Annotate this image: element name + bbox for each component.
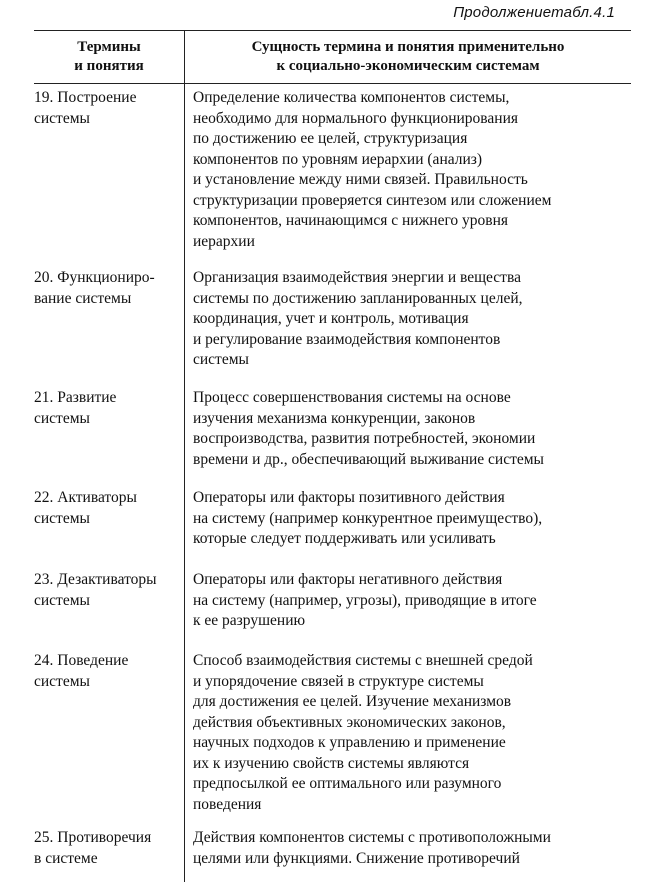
term-line: 20. Функционирo- [34, 269, 155, 286]
definition-line: системы по достижению запланированных целей, [193, 289, 523, 307]
definition-line: Операторы или факторы позитивного действия [193, 489, 505, 506]
term-line: системы [34, 672, 90, 690]
definition-cell [193, 388, 633, 470]
definition-line: Определение количества компонентов системы, [193, 89, 510, 106]
definition-line: и упорядочение связей в структуре системы [193, 672, 484, 690]
definition-cell [193, 828, 633, 869]
term-line: вание системы [34, 289, 132, 307]
definition-line: которые следует поддерживать или усиливать [193, 530, 496, 547]
definition-line: для достижения ее целей. Изучение механизмов [193, 693, 512, 710]
term-line: 19. Построение [34, 89, 137, 106]
definition-cell [193, 651, 633, 815]
definition-line: Процесс совершенствования системы на основе [193, 389, 511, 406]
term-cell [34, 388, 184, 429]
definition-line: Операторы или факторы негативного действия [193, 571, 503, 588]
definition-line: изучения механизма конкуренции, законов [193, 409, 476, 427]
term-cell [34, 88, 184, 129]
term-line: системы [34, 109, 90, 127]
term-line: в системе [34, 849, 98, 867]
term-line: 24. Поведение [34, 652, 129, 669]
definition-line: времени и др., обеспечивающий выживание системы [193, 450, 544, 468]
definition-line: Действия компонентов системы с противоположными [193, 829, 551, 846]
term-line: 23. Дезактиваторы [34, 571, 157, 588]
definition-cell [193, 488, 633, 550]
term-line: 21. Развитие [34, 389, 117, 406]
definition-line: поведения [193, 795, 262, 813]
definition-line: к ее разрушению [193, 612, 306, 629]
definition-line: компонентов, начинающимся с нижнего уровня [193, 212, 509, 229]
definition-line: на систему (например, угрозы), приводящие в итоге [193, 591, 537, 609]
definition-line: на систему (например конкурентное преимущество), [193, 509, 543, 527]
definition-line: научных подходов к управлению и применение [193, 734, 506, 751]
header-terms [34, 31, 185, 83]
term-line: системы [34, 509, 90, 527]
definition-line: структуризации проверяется синтезом или сложением [193, 191, 552, 209]
definition-line: и регулирование взаимодействия компонентов [193, 330, 501, 348]
definition-line: Способ взаимодействия системы с внешней средой [193, 652, 533, 669]
terms-table [34, 30, 631, 84]
definition-line: компонентов по уровням иерархии (анализ) [193, 150, 483, 168]
term-line: 25. Противоречия [34, 829, 152, 846]
definition-line: предпосылкой ее оптимального или разумного [193, 775, 502, 792]
definition-line: целями или функциями. Снижение противоречий [193, 849, 520, 867]
term-cell [34, 488, 184, 529]
header-terms-line: Термины [77, 39, 141, 55]
header-essence-line: Сущность термина и понятия применительно [251, 39, 565, 55]
header-essence [185, 31, 631, 83]
header-terms-line: и понятия [74, 58, 144, 74]
definition-cell [193, 570, 633, 632]
definition-line: иерархии [193, 232, 255, 250]
header-essence-line: к социально-экономическим системам [276, 58, 540, 74]
definition-line: по достижению ее целей, структуризация [193, 130, 468, 147]
term-line: 22. Активаторы [34, 489, 137, 506]
definition-line: системы [193, 351, 249, 368]
definition-line: воспроизводства, развития потребностей, экономии [193, 430, 536, 447]
term-cell [34, 828, 184, 869]
definition-line: и установление между ними связей. Правильность [193, 171, 528, 188]
term-cell [34, 651, 184, 692]
term-line: системы [34, 591, 90, 609]
term-line: системы [34, 409, 90, 427]
table-caption: Продолжениетабл.4.1 [453, 4, 615, 21]
definition-line: действия объективных экономических законов, [193, 713, 506, 731]
definition-line: их к изучению свойств системы являются [193, 754, 470, 772]
definition-line: Организация взаимодействия энергии и вещества [193, 269, 521, 286]
term-cell [34, 570, 184, 611]
column-divider [184, 82, 185, 882]
definition-cell [193, 268, 633, 371]
definition-line: необходимо для нормального функционирования [193, 109, 519, 127]
term-cell [34, 268, 184, 309]
table-header [34, 31, 631, 84]
definition-line: координация, учет и контроль, мотивация [193, 310, 469, 327]
definition-cell [193, 88, 633, 252]
